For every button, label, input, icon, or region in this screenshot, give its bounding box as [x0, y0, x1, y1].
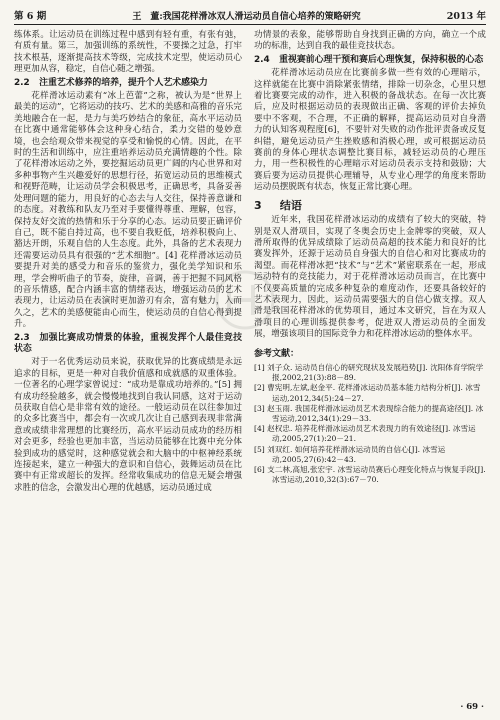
reference-item: [2] 曹宪明,左斌,赵金平. 花样滑冰运动员基本能力结构分析[J]. 冰雪运动,2012,34(5):24－27.: [254, 383, 481, 403]
reference-item: [5] 刘双红. 如何培养花样滑冰运动员的自信心[J]. 冰雪运动,2005,27(6):42－43.: [254, 444, 446, 464]
running-title: 王 董:我国花样滑冰双人滑运动员自信心培养的策略研究: [132, 11, 361, 22]
page-number: · 69 ·: [460, 702, 484, 712]
paragraph: 练体系。让运动员在训练过程中感到有轻有重，有张有弛，有质有量。第三，加强训练的系统性，不要操之过急，打牢技术根基，逐渐提高技术等级，完成技术定型，使运动员心理更加从容，稳定，自信心随之增强。: [14, 30, 242, 75]
section-heading-3: 3 结语: [254, 198, 302, 212]
reference-item: [6] 支二林,高旭,张宏宇. 冰雪运动员赛后心理变化特点与恢复手段[J]. 冰雪运动,2010,32(3):67－70.: [254, 465, 486, 485]
reference-item: [4] 赵权忠. 培养花样滑冰运动员艺术表现力的有效途径[J]. 冰雪运动,2005,27(1):20－21.: [254, 424, 476, 444]
references-title: 参考文献：: [254, 348, 300, 359]
paragraph: 近年来，我国花样滑冰运动的成绩有了较大的突破，特别是双人滑项目，实现了冬奥会历史上金牌零的突破，双人滑所取得的优异成绩除了运动员高超的技术能力和良好的比赛发挥外，还源于运动员自身强大的自信心和对比赛成功的渴望。而花样滑冰把“技术”与“艺术”紧密联系在一起，形成运动特有的竞技能力，对于花样滑冰运动员而言，在比赛中不仅要高质量的完成多种复杂的难度动作，还要具备较好的艺术表现力，因此，运动员需要强大的自信心做支撑。双人滑是我国花样滑冰的优势项目，通过本文研究，旨在为双人滑项目的心理训练提供参考，促进双人滑运动员的全面发展，增强该项目的国际竞争力和花样滑冰运动的整体水平。: [254, 215, 486, 340]
left-column: [14, 30, 242, 494]
issue-number: 第 6 期: [14, 11, 47, 22]
paragraph: 花样滑冰运动员应在比赛前多做一些有效的心理暗示，这样就能在比赛中消除紧张情绪，排除一切杂念，心里只想着比赛要完成的动作，进入积极的备战状态。在每一次比赛后，应及时根据运动员的表现做出正确、客观的评价去掉负要中不客观，不合理，不正确的解释，提高运动员对自身潜力的认知客观程度[6]，不要针对失败的动作批评责备或反复纠错，避免运动员产生挫败感和消极心理，或可根据运动员赛前的身体心理状态调整比赛目标，减轻运动员的心理压力，用一些积极性的心理暗示对运动员表示支持和鼓励；大赛后要为运动员提供心理辅导，从专业心理学的角度来帮助运动员摆脱既有状态，恢复正常比赛心理。: [254, 68, 486, 193]
year: 2013 年: [446, 11, 486, 22]
paragraph: 花样滑冰运动素有“冰上芭蕾”之称，被认为是“世界上最美的运动”，它将运动的技巧、艺术的美感和高雅的音乐完美地融合在一起，是力与美巧妙结合的象征，高水平运动员在比赛中通常能够体会这种身心结合，柔力交错的曼妙意境，也会给观众带来视觉的享受和愉悦的心情。因此，在平时的生活和训练中，应注重培养运动员充满情趣的个性。除了花样滑冰运动之外，要挖掘运动员更广阔的内心世界和对多种事物产生兴趣爱好的思想行径，拓宽运动员的思维模式和视野范畴，让运动员学会积极思考，正确思考，具备妥善处理问题的能力，用良好的心态去与人交往，保持善意谦和的态度。对教练和队友乃至对手要懂得尊重、理解，包容，保持友好交流的热情和乐于分享的心态。运动员要正确评价自己，既不能自持过高，也不要自我贬低，培养积极向上、豁达开朗，乐观自信的人生态度。此外，具备的艺术表现力还需要运动员具有很强的“艺术细胞”。[4] 花样滑冰运动员要提升对美的感受力和音乐的鉴赏力，强化美学知识和乐理，学会辨听曲子的节奏，旋律，音调，善于把握不同风格的音乐情感，配合内涵丰富的情绪表达，增强运动员的艺术表现力，让运动员在表演时更加游刃有余，富有魅力，入而久之，艺术的美感便能由心而生，使运动员的自信心得到提升。: [14, 91, 242, 330]
section-heading-2-2: 2.2 注重艺术修养的培养，提升个人艺术感染力: [14, 77, 208, 88]
section-heading-2-4: 2.4 重视赛前心理干预和赛后心理恢复，保持积极的心态: [254, 54, 484, 65]
running-header: [14, 6, 486, 25]
paragraph: 对于一名优秀运动员来说，获取优异的比赛成绩是永远追求的目标，更是一种对自我价值感和成就感的双重体验。一位著名的心理学家曾说过：“成功是靠成功培养的。”[5] 拥有成功经验越多，就会慢慢地找到自我认同感，这对于运动员获取自信心是非常有效的途径。一般运动员在以往参加过的众多比赛当中，都会有一次或几次让自己感到表现非常满意或成绩非常理想的比赛经历，高水平运动员成功的经历相对会更多，经验也更加丰富，当运动员能够在比赛中充分体验到成功的感觉时，这种感觉就会和大脑中的中枢神经系统连接起来，建立一种强大的意识和自信心，鼓舞运动员在比赛中有正常或超长的发挥。经常收集成功的信息无疑会增强求胜的信念，会激发出心理的优越感，运动员通过成: [14, 357, 242, 493]
paragraph: 功情景的表象，能够帮助自身找到正确的方向，确立一个成功的标准，达到自我的最佳竞技状态。: [254, 30, 486, 52]
reference-item: [1] 刘子众. 运动员自信心的研究现状及发展趋势[J]. 沈阳体育学院学报,2002,21(3):88－89.: [254, 362, 484, 383]
reference-item: [3] 赵玉雨. 我国花样滑冰运动员艺术表现综合能力的提高途径[J]. 冰雪运动,2012,34(1):29－33.: [254, 403, 484, 423]
right-column: [254, 30, 486, 485]
section-heading-2-3: 2.3 加强比赛成功情景的体验，重视发挥个人最佳竞技状态: [14, 332, 243, 354]
watermark-logo-icon: [205, 265, 285, 335]
